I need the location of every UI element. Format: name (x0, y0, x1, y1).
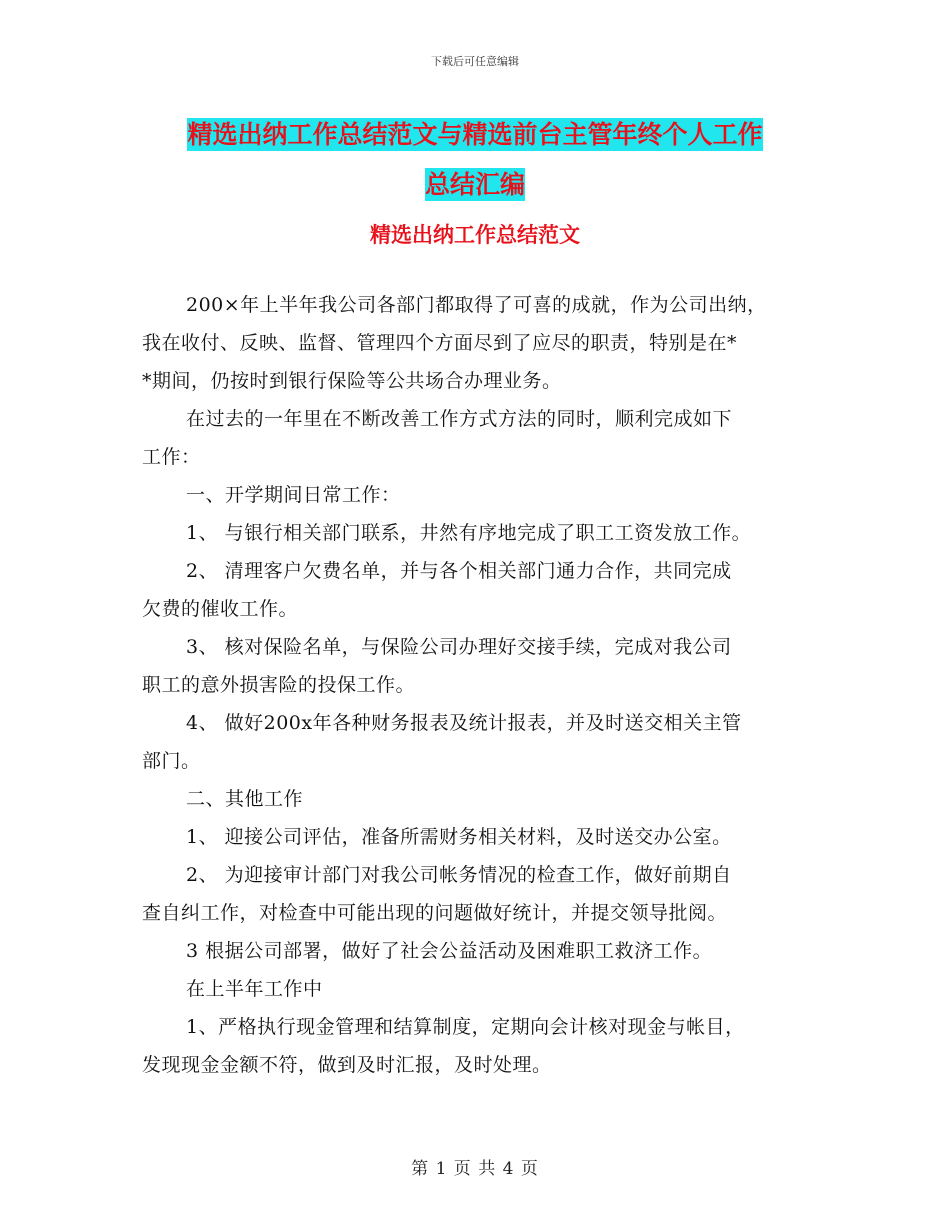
document-title-line-1 (0, 110, 950, 160)
body-line: 2、 清理客户欠费名单，并与各个相关部门通力合作，共同完成 (186, 560, 732, 582)
body-line: 一、开学期间日常工作： (186, 484, 401, 506)
document-body (142, 286, 810, 1084)
title-highlight-2: 总结汇编 (424, 170, 525, 199)
document-title (0, 110, 950, 210)
body-line: 2、 为迎接审计部门对我公司帐务情况的检查工作，做好前期自 (186, 864, 732, 886)
body-line: 部门。 (142, 750, 201, 772)
body-line: 欠费的催收工作。 (142, 598, 299, 620)
body-line: *期间，仍按时到银行保险等公共场合办理业务。 (142, 370, 562, 392)
body-line: 3、 核对保险名单，与保险公司办理好交接手续，完成对我公司 (186, 636, 732, 658)
body-line: 1、 迎接公司评估，准备所需财务相关材料，及时送交办公室。 (186, 826, 732, 848)
page-footer: 第 1 页 共 4 页 (411, 1159, 539, 1179)
body-line: 4、 做好200x年各种财务报表及统计报表，并及时送交相关主管 (186, 712, 742, 734)
body-line: 发现现金金额不符，做到及时汇报，及时处理。 (142, 1054, 552, 1076)
body-line: 在过去的一年里在不断改善工作方式方法的同时，顺利完成如下 (186, 408, 733, 430)
body-line: 1、严格执行现金管理和结算制度，定期向会计核对现金与帐目， (186, 1016, 745, 1038)
body-line: 200×年上半年我公司各部门都取得了可喜的成就，作为公司出纳， (186, 294, 767, 316)
body-line: 工作： (142, 446, 201, 468)
body-line: 二、其他工作 (186, 788, 304, 810)
body-line: 职工的意外损害险的投保工作。 (142, 674, 416, 696)
body-line: 我在收付、反映、监督、管理四个方面尽到了应尽的职责，特别是在* (142, 332, 738, 354)
body-line: 1、 与银行相关部门联系，井然有序地完成了职工工资发放工作。 (186, 522, 752, 544)
body-line: 在上半年工作中 (186, 978, 323, 1000)
title-highlight-1: 精选出纳工作总结范文与精选前台主管年终个人工作 (187, 120, 763, 149)
document-title-line-2 (0, 160, 950, 210)
section-title: 精选出纳工作总结范文 (370, 223, 580, 247)
header-note: 下载后可任意编辑 (431, 55, 519, 68)
body-line: 3 根据公司部署，做好了社会公益活动及困难职工救济工作。 (186, 940, 713, 962)
body-line: 查自纠工作，对检查中可能出现的问题做好统计，并提交领导批阅。 (142, 902, 728, 924)
